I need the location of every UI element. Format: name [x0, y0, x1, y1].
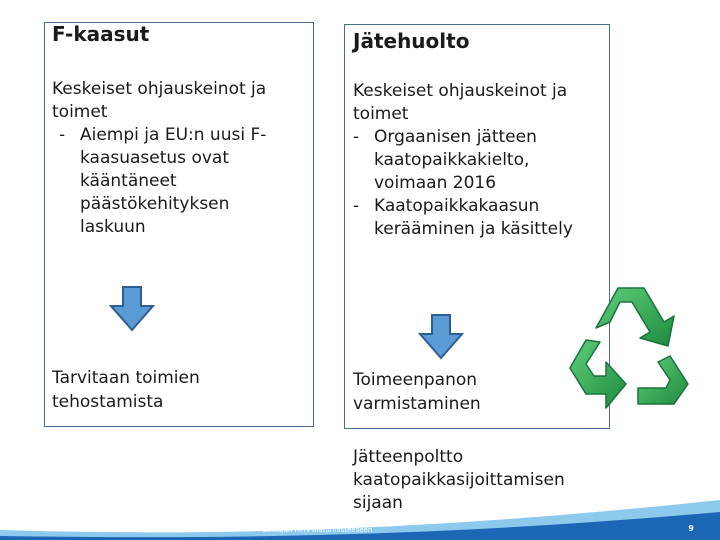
page-number: 9 — [688, 524, 694, 533]
waste-management-bullet: - Kaatopaikkakaasun kerääminen ja käsittely — [346, 195, 586, 241]
waste-management-heading: Keskeiset ohjauskeinot ja toimet — [353, 81, 568, 124]
footer-text: Esittäjän nimi alatunnisteeseen — [262, 526, 373, 534]
waste-management-conclusion: Toimeenpanon varmistaminen — [353, 370, 481, 414]
incineration-note: Jätteenpoltto kaatopaikkasijoittamisen sijaan — [353, 447, 565, 513]
f-gases-bullet: - Aiempi ja EU:n uusi F-kaasuasetus ovat kääntäneet päästökehityksen laskuun — [52, 124, 297, 239]
waste-management-bullet-list — [346, 126, 586, 241]
f-gases-bullet-list — [52, 124, 297, 239]
down-arrow-icon — [418, 314, 464, 360]
f-gases-title: F-kaasut — [52, 22, 150, 46]
waste-management-title: Jätehuolto — [353, 29, 470, 53]
f-gases-heading: Keskeiset ohjauskeinot ja toimet — [52, 79, 267, 122]
waste-management-bullet: - Orgaanisen jätteen kaatopaikkakielto, voimaan 2016 — [346, 126, 586, 195]
f-gases-conclusion: Tarvitaan toimien tehostamista — [52, 368, 200, 412]
recycle-icon — [548, 280, 698, 410]
down-arrow-icon — [109, 286, 155, 332]
